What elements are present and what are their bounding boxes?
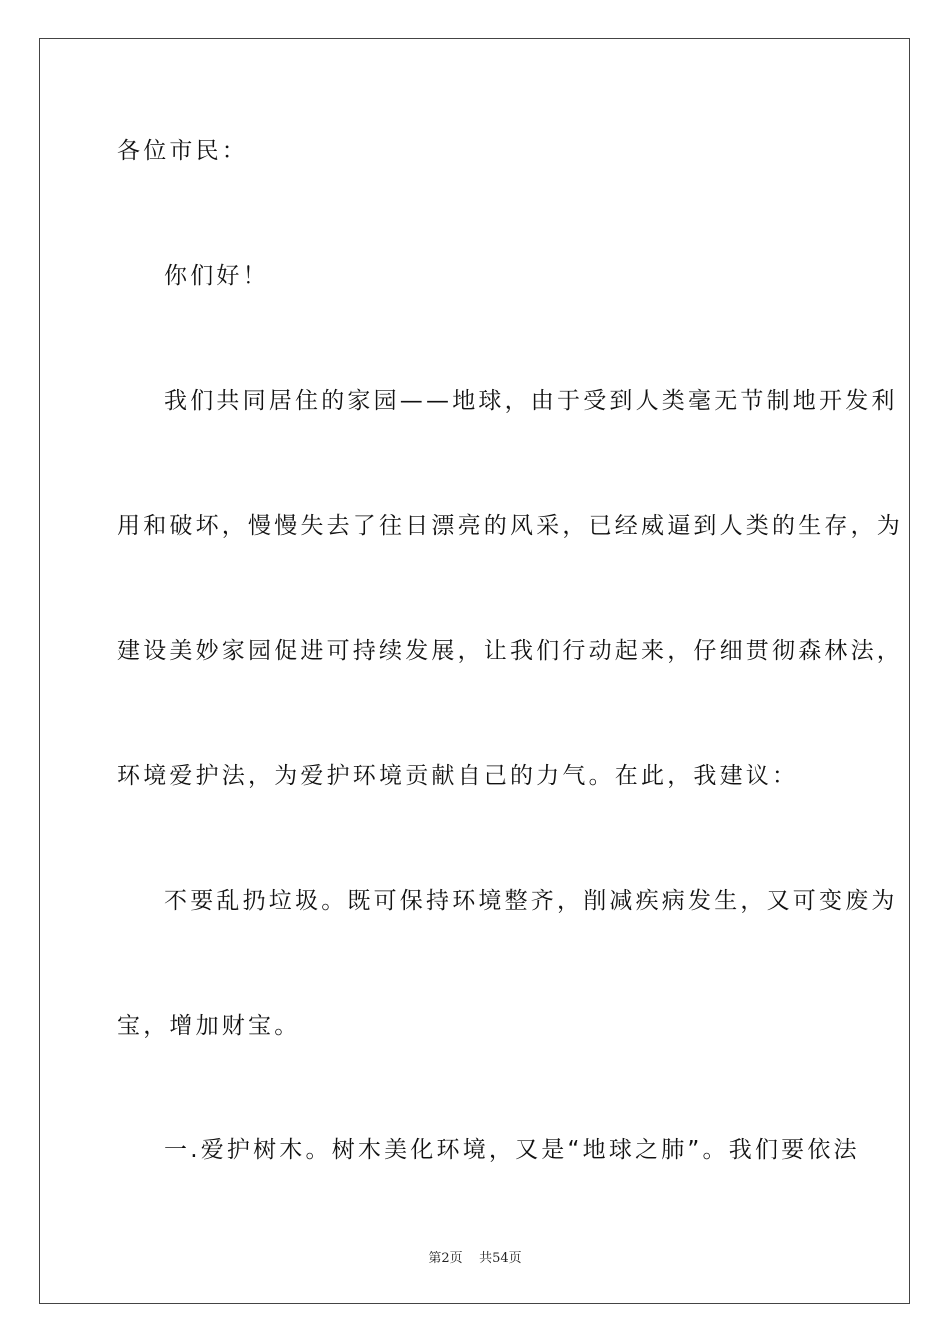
page-border	[39, 38, 910, 1304]
paragraph-2-line-2: 宝，增加财宝。	[117, 1013, 301, 1039]
paragraph-3-line-1: 一.爱护树木。树木美化环境，又是“地球之肺”。我们要依法	[164, 1137, 860, 1163]
page-number-footer: 第2页 共54页	[428, 1251, 522, 1266]
paragraph-1-line-4: 环境爱护法，为爱护环境贡献自己的力气。在此，我建议：	[117, 763, 799, 789]
greeting-line: 你们好！	[164, 263, 269, 289]
paragraph-1-line-2: 用和破坏，慢慢失去了往日漂亮的风采，已经威逼到人类的生存，为	[117, 513, 903, 539]
paragraph-1-line-1: 我们共同居住的家园——地球，由于受到人类毫无节制地开发利	[164, 388, 898, 414]
salutation-line: 各位市民：	[117, 138, 248, 164]
paragraph-2-line-1: 不要乱扔垃圾。既可保持环境整齐，削减疾病发生，又可变废为	[164, 888, 898, 914]
paragraph-1-line-3: 建设美妙家园促进可持续发展，让我们行动起来，仔细贯彻森林法，	[117, 638, 903, 664]
